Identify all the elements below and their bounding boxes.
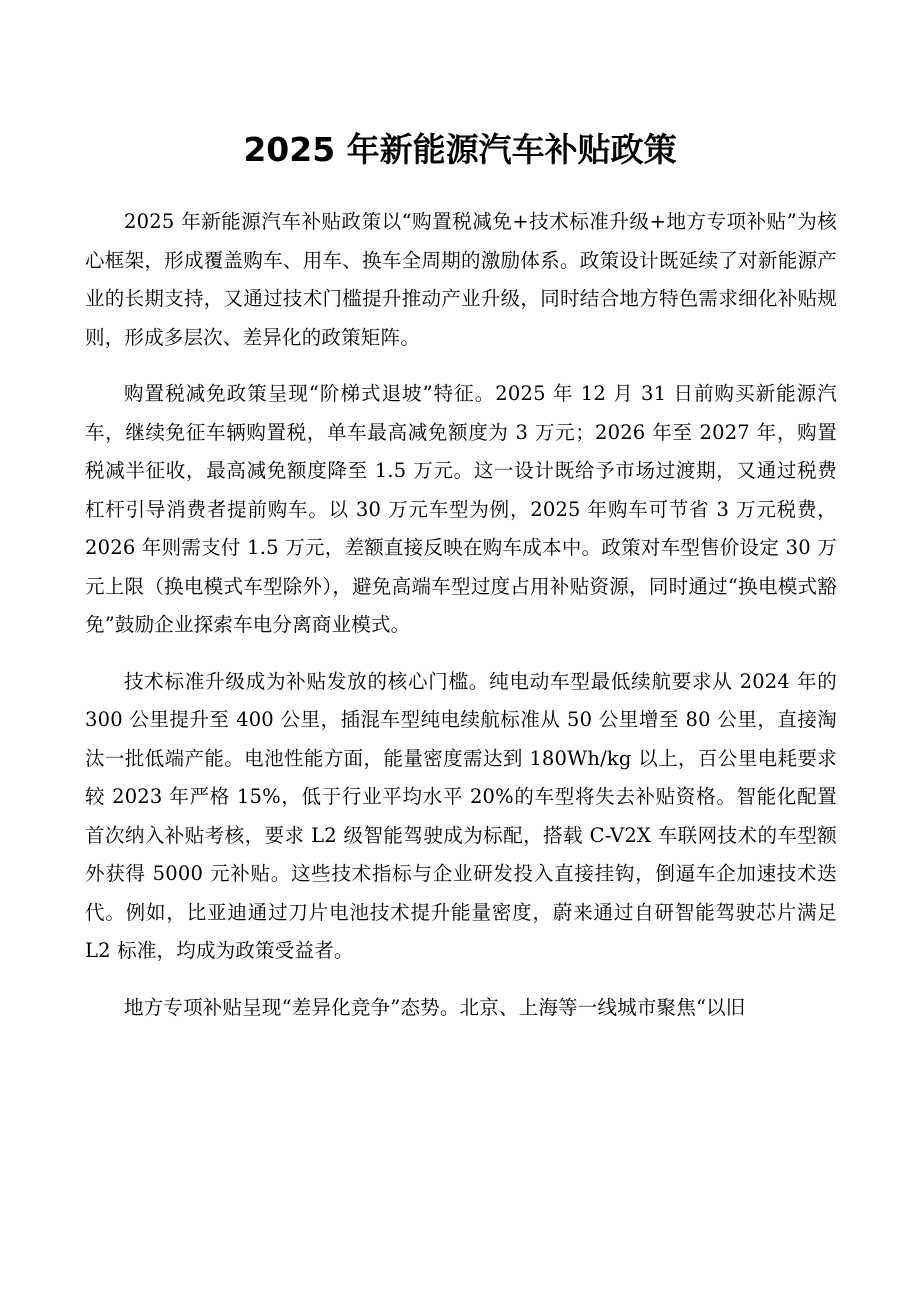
paragraph-intro: 2025 年新能源汽车补贴政策以“购置税减免+技术标准升级+地方专项补贴”为核心框架，形成覆盖购车、用车、换车全周期的激励体系。政策设计既延续了对新能源产业的长期支持，又通过技术门槛提升推动产业升级，同时结合地方特色需求细化补贴规则，形成多层次、差异化的政策矩阵。 <box>85 210 837 349</box>
paragraph-tech-standards: 技术标准升级成为补贴发放的核心门槛。纯电动车型最低续航要求从 2024 年的 300 公里提升至 400 公里，插混车型纯电续航标准从 50 公里增至 80 公里，直接淘汰一批低端产能。电池性能方面，能量密度需达到 180Wh/kg 以上，百公里电耗要求较 2023 年严格 15%，低于行业平均水平 20%的车型将失去补贴资格。智能化配置首次纳入补贴考核，要求 L2 级智能驾驶成为标配，搭载 C-V2X 车联网技术的车型额外获得 5000 元补贴。这些技术指标与企业研发投入直接挂钩，倒逼车企加速技术迭代。例如，比亚迪通过刀片电池技术提升能量密度，蔚来通过自研智能驾驶芯片满足 L2 标准，均成为政策受益者。 <box>85 669 837 962</box>
page-title: 2025 年新能源汽车补贴政策 <box>243 130 677 169</box>
paragraph-local-subsidy: 地方专项补贴呈现“差异化竞争”态势。北京、上海等一线城市聚焦“以旧 <box>124 995 746 1019</box>
document-body <box>85 203 837 1027</box>
paragraph-purchase-tax: 购置税减免政策呈现“阶梯式退坡”特征。2025 年 12 月 31 日前购买新能源汽车，继续免征车辆购置税，单车最高减免额度为 3 万元；2026 年至 2027 年，购置税减半征收，最高减免额度降至 1.5 万元。这一设计既给予市场过渡期，又通过税费杠杆引导消费者提前购车。以 30 万元车型为例，2025 年购车可节省 3 万元税费，2026 年则需支付 1.5 万元，差额直接反映在购车成本中。政策对车型售价设定 30 万元上限（换电模式车型除外），避免高端车型过度占用补贴资源，同时通过“换电模式豁免”鼓励企业探索车电分离商业模式。 <box>85 382 837 636</box>
